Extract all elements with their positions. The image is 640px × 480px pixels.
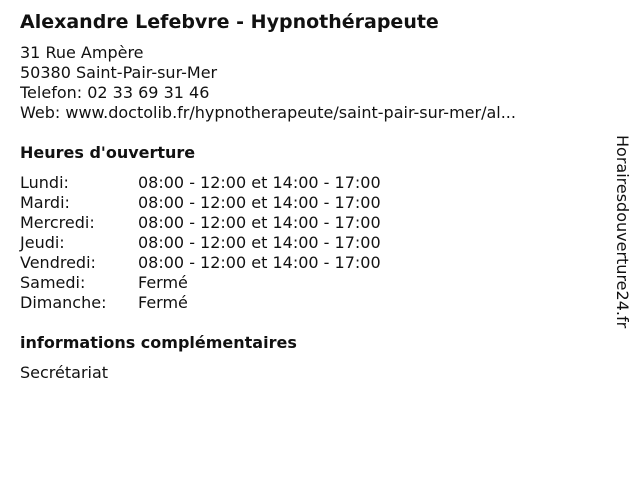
time-value: 08:00 - 12:00 et 14:00 - 17:00 [138, 213, 381, 232]
business-title: Alexandre Lefebvre - Hypnothérapeute [20, 11, 439, 33]
day-label: Lundi: [20, 173, 69, 192]
day-label: Mardi: [20, 193, 70, 212]
hours-row-saturday [20, 273, 600, 293]
hours-row-wednesday [20, 213, 600, 233]
hours-row-friday [20, 253, 600, 273]
business-card [20, 10, 600, 383]
phone-line: Telefon: 02 33 69 31 46 [20, 83, 210, 102]
time-value: 08:00 - 12:00 et 14:00 - 17:00 [138, 233, 381, 252]
additional-info-title: informations complémentaires [20, 333, 297, 352]
hours-row-thursday [20, 233, 600, 253]
opening-hours-title: Heures d'ouverture [20, 143, 196, 162]
time-value: 08:00 - 12:00 et 14:00 - 17:00 [138, 193, 381, 212]
hours-row-sunday [20, 293, 600, 313]
day-label: Dimanche: [20, 293, 107, 312]
additional-info-text: Secrétariat [20, 363, 109, 382]
day-label: Samedi: [20, 273, 86, 292]
time-value: Fermé [138, 273, 188, 292]
day-label: Vendredi: [20, 253, 96, 272]
hours-row-tuesday [20, 193, 600, 213]
street-address: 31 Rue Ampère [20, 43, 144, 62]
web-line: Web: www.doctolib.fr/hypnotherapeute/saint-pair-sur-mer/al... [20, 103, 516, 122]
opening-hours-list [20, 173, 600, 313]
day-label: Mercredi: [20, 213, 95, 232]
day-label: Jeudi: [20, 233, 65, 252]
city-address: 50380 Saint-Pair-sur-Mer [20, 63, 218, 82]
time-value: 08:00 - 12:00 et 14:00 - 17:00 [138, 173, 381, 192]
hours-row-monday [20, 173, 600, 193]
time-value: Fermé [138, 293, 188, 312]
time-value: 08:00 - 12:00 et 14:00 - 17:00 [138, 253, 381, 272]
site-brand-watermark: Horairesdouverture24.fr [613, 135, 632, 329]
